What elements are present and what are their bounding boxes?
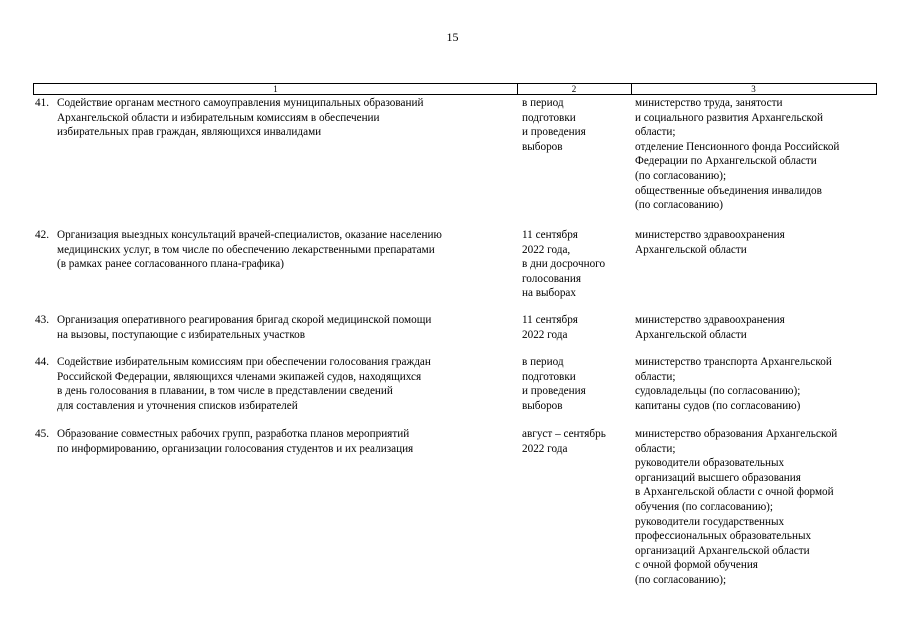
period-line: на выборах <box>522 287 576 300</box>
period-line: подготовки <box>522 111 576 124</box>
responsible-line: организаций высшего образования <box>635 471 801 484</box>
responsible-line: (по согласованию); <box>635 573 727 586</box>
responsible-line: министерство образования Архангельской <box>635 428 838 440</box>
measure-text-line: Образование совместных рабочих групп, разработка планов мероприятий <box>57 428 410 440</box>
item-number: 43. <box>35 314 49 326</box>
responsible-cell <box>635 427 880 588</box>
responsible-line: (по согласованию) <box>635 199 723 212</box>
measure-text-line: Архангельской области и избирательным комиссиям в обеспечении <box>57 111 380 124</box>
responsible-line: области; <box>635 370 676 383</box>
responsible-cell <box>635 228 880 257</box>
measure-text-line: Организация оперативного реагирования бригад скорой медицинской помощи <box>57 314 432 326</box>
period-line: выборов <box>522 399 563 412</box>
period-line: в период <box>522 97 564 109</box>
responsible-line: судовладельцы (по согласованию); <box>635 385 801 398</box>
responsible-line: руководители государственных <box>635 515 785 528</box>
measure-text-line: Содействие органам местного самоуправления муниципальных образований <box>57 97 424 109</box>
measure-text-line: для составления и уточнения списков избирателей <box>57 399 298 412</box>
measure-text <box>57 313 507 342</box>
item-number: 42. <box>35 229 49 241</box>
responsible-line: организаций Архангельской области <box>635 544 810 557</box>
responsible-line: Архангельской области <box>635 243 747 256</box>
period-line: 2022 года <box>522 328 568 341</box>
page-number: 15 <box>446 30 459 44</box>
item-number: 41. <box>35 97 49 109</box>
responsible-cell <box>635 96 880 213</box>
responsible-line: отделение Пенсионного фонда Российской <box>635 140 840 153</box>
item-number: 44. <box>35 356 49 368</box>
period-line: подготовки <box>522 370 576 383</box>
header-col-2: 2 <box>517 84 632 94</box>
responsible-line: капитаны судов (по согласованию) <box>635 399 801 412</box>
measure-text-line: Организация выездных консультаций врачей-специалистов, оказание населению <box>57 229 442 241</box>
period-cell <box>522 427 630 456</box>
header-col-1: 1 <box>34 84 518 94</box>
measure-text-line: Содействие избирательным комиссиям при обеспечении голосования граждан <box>57 356 431 368</box>
responsible-line: области; <box>635 126 676 139</box>
responsible-line: министерство труда, занятости <box>635 97 783 109</box>
measure-text <box>57 96 507 140</box>
responsible-line: министерство здравоохранения <box>635 229 785 241</box>
responsible-line: области; <box>635 442 676 455</box>
responsible-line: общественные объединения инвалидов <box>635 184 822 197</box>
period-line: и проведения <box>522 385 586 398</box>
period-line: 11 сентября <box>522 229 578 241</box>
measure-text-line: избирательных прав граждан, являющихся инвалидами <box>57 126 322 139</box>
measure-text <box>57 427 507 456</box>
responsible-line: профессиональных образовательных <box>635 530 812 543</box>
period-line: голосования <box>522 272 581 285</box>
period-line: в период <box>522 356 564 368</box>
header-col-3: 3 <box>751 84 756 94</box>
responsible-line: Архангельской области <box>635 328 747 341</box>
responsible-cell <box>635 313 880 342</box>
period-cell <box>522 228 630 301</box>
period-line: выборов <box>522 140 563 153</box>
responsible-line: (по согласованию); <box>635 169 727 182</box>
period-cell <box>522 355 630 413</box>
period-line: в дни досрочного <box>522 258 606 271</box>
period-cell <box>522 313 630 342</box>
item-number: 45. <box>35 428 49 440</box>
measure-text <box>57 355 507 413</box>
measure-text-line: медицинских услуг, в том числе по обеспечению лекарственными препаратами <box>57 243 435 256</box>
period-line: 2022 года, <box>522 243 571 256</box>
measure-text-line: Российской Федерации, являющихся членами экипажей судов, находящихся <box>57 370 422 383</box>
measure-text-line: на вызовы, поступающие с избирательных участков <box>57 328 306 341</box>
responsible-line: в Архангельской области с очной формой <box>635 486 834 499</box>
responsible-line: и социального развития Архангельской <box>635 111 823 124</box>
table-header-row <box>33 83 877 95</box>
responsible-line: Федерации по Архангельской области <box>635 155 817 168</box>
period-line: 11 сентября <box>522 314 578 326</box>
responsible-line: с очной формой обучения <box>635 559 758 572</box>
period-line: август – сентябрь <box>522 428 606 440</box>
responsible-line: министерство транспорта Архангельской <box>635 356 832 368</box>
period-line: 2022 года <box>522 442 568 455</box>
responsible-line: обучения (по согласованию); <box>635 500 774 513</box>
responsible-line: министерство здравоохранения <box>635 314 785 326</box>
period-cell <box>522 96 630 154</box>
measure-text-line: по информированию, организации голосования студентов и их реализация <box>57 442 414 455</box>
responsible-cell <box>635 355 880 413</box>
measure-text-line: в день голосования в плавании, в том числе в представлении сведений <box>57 385 393 398</box>
period-line: и проведения <box>522 126 586 139</box>
measure-text <box>57 228 507 272</box>
responsible-line: руководители образовательных <box>635 457 785 470</box>
measure-text-line: (в рамках ранее согласованного плана-графика) <box>57 258 284 271</box>
